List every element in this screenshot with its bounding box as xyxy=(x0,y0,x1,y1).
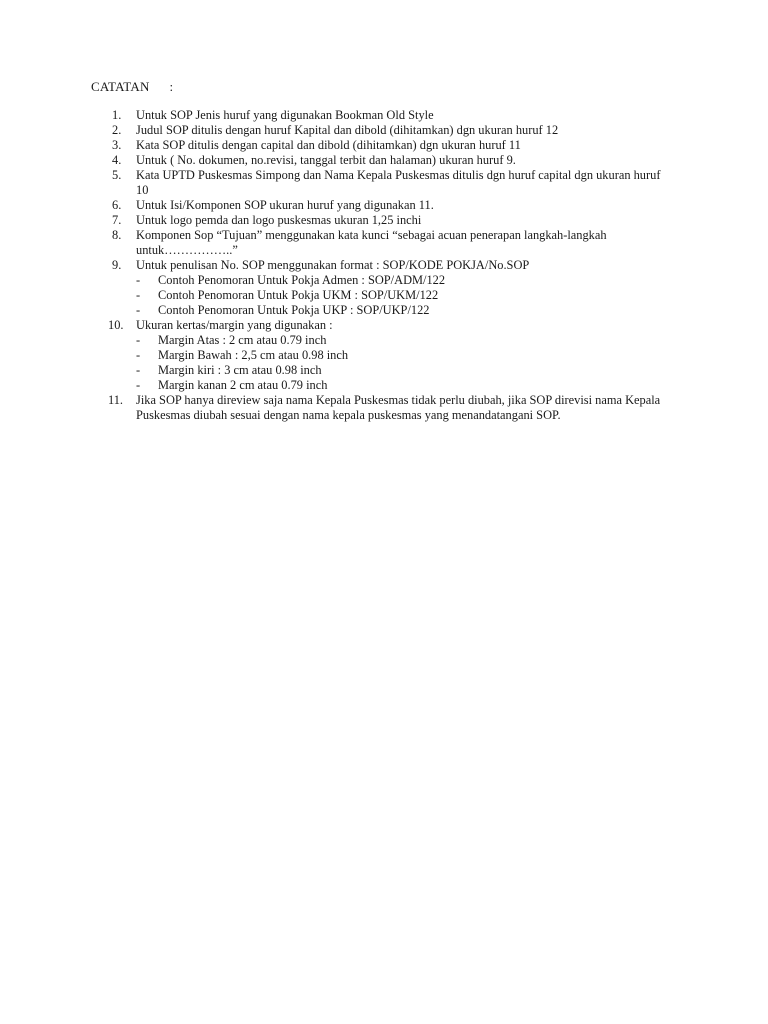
note-number: 9. xyxy=(112,258,122,272)
note-number: 10. xyxy=(108,318,124,332)
note-item xyxy=(0,153,671,168)
sub-item xyxy=(136,363,671,378)
dash-marker: - xyxy=(136,288,141,302)
note-text: Kata UPTD Puskesmas Simpong dan Nama Kepala Puskesmas ditulis dgn huruf capital dgn ukuran huruf 10 xyxy=(136,168,661,197)
note-text: Untuk ( No. dokumen, no.revisi, tanggal terbit dan halaman) ukuran huruf 9. xyxy=(136,153,516,167)
note-number: 3. xyxy=(112,138,122,152)
sub-item xyxy=(136,303,671,318)
note-text: Untuk SOP Jenis huruf yang digunakan Bookman Old Style xyxy=(136,108,434,122)
sub-item-text: Margin Bawah : 2,5 cm atau 0.98 inch xyxy=(158,348,349,362)
note-number: 11. xyxy=(108,393,124,407)
note-number: 4. xyxy=(112,153,122,167)
note-number: 8. xyxy=(112,228,122,242)
sub-item-text: Margin Atas : 2 cm atau 0.79 inch xyxy=(158,333,327,347)
note-text: Kata SOP ditulis dengan capital dan dibold (dihitamkan) dgn ukuran huruf 11 xyxy=(136,138,521,152)
notes-heading-label: CATATAN xyxy=(91,79,150,94)
note-item xyxy=(0,138,671,153)
note-item xyxy=(0,168,671,198)
note-text: Untuk penulisan No. SOP menggunakan format : SOP/KODE POKJA/No.SOP xyxy=(136,258,530,272)
note-text: Komponen Sop “Tujuan” menggunakan kata kunci “sebagai acuan penerapan langkah-langkah untuk……………..” xyxy=(136,228,607,257)
note-item xyxy=(0,198,671,213)
sub-list xyxy=(136,333,671,393)
note-item xyxy=(0,108,671,123)
sub-item xyxy=(136,378,671,393)
notes-list xyxy=(0,108,768,423)
notes-heading xyxy=(91,79,173,95)
note-item xyxy=(0,258,671,318)
sub-item-text: Contoh Penomoran Untuk Pokja UKM : SOP/UKM/122 xyxy=(158,288,439,302)
note-text: Judul SOP ditulis dengan huruf Kapital dan dibold (dihitamkan) dgn ukuran huruf 12 xyxy=(136,123,559,137)
note-item xyxy=(0,318,671,393)
note-text: Untuk Isi/Komponen SOP ukuran huruf yang digunakan 11. xyxy=(136,198,434,212)
note-item xyxy=(0,393,671,423)
note-item xyxy=(0,213,671,228)
sub-item-text: Margin kanan 2 cm atau 0.79 inch xyxy=(158,378,328,392)
sub-item xyxy=(136,273,671,288)
note-number: 2. xyxy=(112,123,122,137)
note-text: Jika SOP hanya direview saja nama Kepala Puskesmas tidak perlu diubah, jika SOP direvisi nama Kepala Puskesmas diubah sesuai dengan nama kepala puskesmas yang menandatangani SOP. xyxy=(136,393,661,422)
sub-list xyxy=(136,273,671,318)
note-item xyxy=(0,123,671,138)
dash-marker: - xyxy=(136,303,141,317)
notes-heading-colon: : xyxy=(169,79,174,94)
sub-item-text: Contoh Penomoran Untuk Pokja UKP : SOP/UKP/122 xyxy=(158,303,430,317)
note-number: 1. xyxy=(112,108,122,122)
sub-item-text: Contoh Penomoran Untuk Pokja Admen : SOP/ADM/122 xyxy=(158,273,446,287)
note-item xyxy=(0,228,671,258)
note-text: Untuk logo pemda dan logo puskesmas ukuran 1,25 inchi xyxy=(136,213,422,227)
dash-marker: - xyxy=(136,378,141,392)
sub-item xyxy=(136,348,671,363)
dash-marker: - xyxy=(136,363,141,377)
note-number: 7. xyxy=(112,213,122,227)
note-number: 5. xyxy=(112,168,122,182)
note-number: 6. xyxy=(112,198,122,212)
sub-item xyxy=(136,288,671,303)
dash-marker: - xyxy=(136,273,141,287)
sub-item xyxy=(136,333,671,348)
note-text: Ukuran kertas/margin yang digunakan : xyxy=(136,318,333,332)
dash-marker: - xyxy=(136,348,141,362)
dash-marker: - xyxy=(136,333,141,347)
sub-item-text: Margin kiri : 3 cm atau 0.98 inch xyxy=(158,363,322,377)
